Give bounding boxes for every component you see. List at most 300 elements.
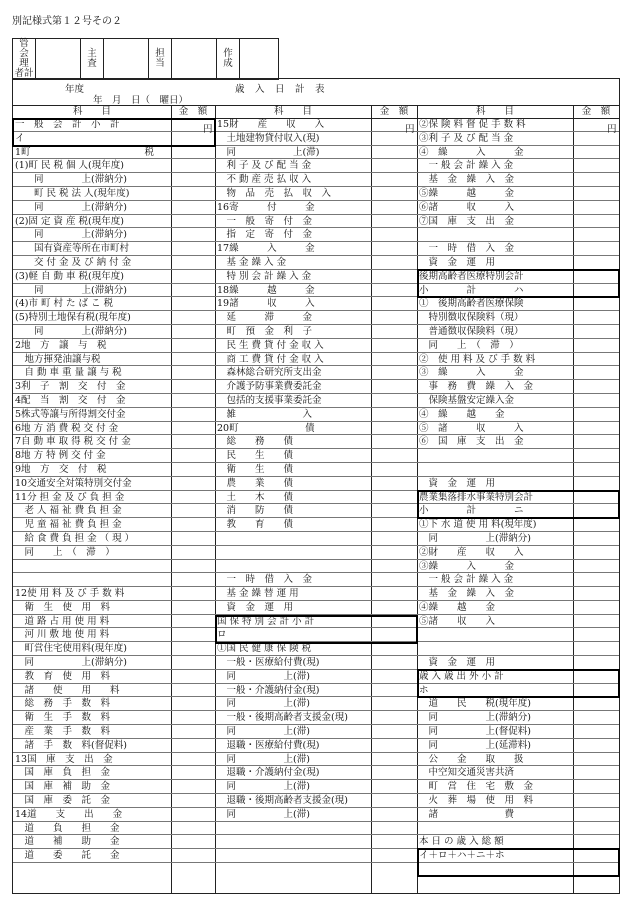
subject-row: ⑥諸 収 入 bbox=[417, 201, 573, 215]
col2-kingaku-header: 金 額 bbox=[371, 105, 417, 119]
amount-cell[interactable] bbox=[171, 587, 215, 601]
amount-cell[interactable] bbox=[171, 256, 215, 270]
subject-row: 基 金 繰 入 金 bbox=[417, 587, 573, 601]
subject-row: ①下 水 道 使 用 料(現年度) bbox=[417, 518, 573, 532]
amount-cell[interactable] bbox=[171, 504, 215, 518]
amount-cell[interactable] bbox=[573, 187, 619, 201]
amount-cell[interactable] bbox=[171, 711, 215, 725]
amount-cell[interactable] bbox=[171, 228, 215, 242]
subject-row bbox=[215, 532, 371, 546]
amount-cell[interactable] bbox=[573, 642, 619, 656]
subject-row: 不 動 産 売 払 収 入 bbox=[215, 173, 371, 187]
amount-cell[interactable] bbox=[171, 173, 215, 187]
approval-label-manager: 管 会 理 者計 bbox=[14, 38, 34, 79]
subject-row: 国 庫 補 助 金 bbox=[13, 780, 171, 794]
sheet-header bbox=[13, 79, 619, 106]
amount-cell[interactable] bbox=[371, 366, 417, 380]
subject-row: 1町 税 bbox=[13, 146, 171, 160]
subject-row: 資 金 運 用 bbox=[215, 601, 371, 615]
subject-row: 同 上(滞) bbox=[215, 670, 371, 684]
amount-cell[interactable] bbox=[573, 753, 619, 767]
subject-row: 同 上(滞納分) bbox=[13, 656, 171, 670]
amount-cell[interactable] bbox=[171, 697, 215, 711]
amount-cell[interactable] bbox=[573, 822, 619, 836]
amount-cell[interactable] bbox=[171, 794, 215, 808]
subject-row: 老 人 福 祉 費 負 担 金 bbox=[13, 504, 171, 518]
amount-cell[interactable] bbox=[371, 435, 417, 449]
amount-cell[interactable] bbox=[573, 242, 619, 256]
amount-cell[interactable] bbox=[371, 725, 417, 739]
subject-row: 一 般 寄 付 金 bbox=[215, 215, 371, 229]
amount-cell[interactable] bbox=[371, 311, 417, 325]
approval-stamp-box bbox=[12, 38, 279, 80]
subject-row: 16寄 付 金 bbox=[215, 201, 371, 215]
subject-row: ⑤繰 越 金 bbox=[417, 187, 573, 201]
amount-cell[interactable] bbox=[371, 711, 417, 725]
subject-row: 教 育 使 用 料 bbox=[13, 670, 171, 684]
subject-row: イ＋ロ＋ハ＋ニ＋ホ bbox=[417, 849, 573, 863]
subject-row: 同 上(延滞料) bbox=[417, 739, 573, 753]
amount-cell[interactable] bbox=[171, 739, 215, 753]
subject-row: (4)市 町 村 た ば こ 税 bbox=[13, 297, 171, 311]
subject-row: 農業集落排水事業特別会計 bbox=[417, 491, 573, 505]
subject-row: 6地 方 消 費 税 交 付 金 bbox=[13, 422, 171, 436]
amount-cell[interactable] bbox=[371, 228, 417, 242]
amount-cell[interactable] bbox=[573, 628, 619, 642]
amount-cell[interactable] bbox=[171, 325, 215, 339]
col2-subjects bbox=[215, 118, 371, 863]
amount-cell[interactable] bbox=[371, 587, 417, 601]
amount-cell[interactable] bbox=[371, 325, 417, 339]
subject-row: 同 上(滞) bbox=[215, 697, 371, 711]
subject-row: 資 金 運 用 bbox=[417, 477, 573, 491]
amount-cell[interactable] bbox=[573, 546, 619, 560]
approval-stamp-space[interactable] bbox=[36, 39, 81, 80]
subject-row: 児 童 福 祉 費 負 担 金 bbox=[13, 518, 171, 532]
amount-cell[interactable] bbox=[171, 297, 215, 311]
subject-row: 20町 債 bbox=[215, 422, 371, 436]
amount-cell[interactable] bbox=[371, 173, 417, 187]
subject-row: 道 委 託 金 bbox=[13, 849, 171, 863]
amount-cell[interactable] bbox=[171, 201, 215, 215]
subject-row: 諸 使 用 料 bbox=[13, 684, 171, 698]
amount-cell[interactable] bbox=[171, 435, 215, 449]
amount-cell[interactable] bbox=[371, 477, 417, 491]
col1-amounts bbox=[171, 118, 215, 863]
amount-cell[interactable] bbox=[371, 822, 417, 836]
subject-row: 基 金 繰 入 金 bbox=[417, 173, 573, 187]
amount-cell[interactable] bbox=[371, 670, 417, 684]
amount-cell[interactable] bbox=[371, 794, 417, 808]
amount-cell[interactable] bbox=[573, 228, 619, 242]
subject-row: 同 上(滞納分) bbox=[13, 201, 171, 215]
subject-row: 教 育 債 bbox=[215, 518, 371, 532]
amount-cell[interactable] bbox=[573, 601, 619, 615]
amount-cell[interactable] bbox=[573, 794, 619, 808]
subject-row: ②財 産 収 入 bbox=[417, 546, 573, 560]
subject-row: 介護予防事業費委託金 bbox=[215, 380, 371, 394]
amount-cell[interactable] bbox=[171, 546, 215, 560]
amount-cell[interactable] bbox=[171, 284, 215, 298]
amount-cell[interactable] bbox=[171, 780, 215, 794]
subject-row: ③ 繰 入 金 bbox=[417, 366, 573, 380]
amount-cell[interactable] bbox=[371, 339, 417, 353]
sewage-subtotal-box bbox=[417, 490, 620, 519]
amount-cell[interactable] bbox=[371, 159, 417, 173]
amount-cell[interactable] bbox=[171, 808, 215, 822]
amount-cell[interactable] bbox=[371, 642, 417, 656]
subject-row: ⑥ 国 庫 支 出 金 bbox=[417, 435, 573, 449]
amount-cell[interactable] bbox=[371, 463, 417, 477]
amount-cell[interactable] bbox=[573, 422, 619, 436]
amount-cell[interactable] bbox=[371, 560, 417, 574]
subject-row bbox=[417, 628, 573, 642]
amount-cell[interactable] bbox=[573, 435, 619, 449]
subject-row: 一 般 会 計 繰 入 金 bbox=[417, 573, 573, 587]
amount-cell[interactable] bbox=[573, 311, 619, 325]
amount-cell[interactable] bbox=[171, 628, 215, 642]
amount-cell[interactable] bbox=[573, 256, 619, 270]
amount-cell[interactable] bbox=[371, 146, 417, 160]
subject-row: 13国 庫 支 出 金 bbox=[13, 753, 171, 767]
approval-label-staff: 担 当 bbox=[149, 39, 172, 80]
amount-cell[interactable] bbox=[573, 532, 619, 546]
subject-row: 中空知交通災害共済 bbox=[417, 766, 573, 780]
amount-cell[interactable] bbox=[573, 394, 619, 408]
subject-row: 4配 当 割 交 付 金 bbox=[13, 394, 171, 408]
amount-cell[interactable] bbox=[573, 739, 619, 753]
subject-row: 公 金 取 扱 bbox=[417, 753, 573, 767]
fiscal-year-label: 年度 bbox=[65, 84, 85, 95]
amount-cell[interactable] bbox=[371, 297, 417, 311]
amount-cell[interactable] bbox=[573, 173, 619, 187]
yen-unit: 円 bbox=[405, 124, 415, 135]
subject-row: 町営住宅使用料(現年度) bbox=[13, 642, 171, 656]
amount-cell[interactable] bbox=[573, 366, 619, 380]
amount-cell[interactable] bbox=[371, 270, 417, 284]
subject-row: 同 上(滞) bbox=[215, 808, 371, 822]
amount-cell[interactable] bbox=[171, 146, 215, 160]
subject-row: 商 工 費 貸 付 金 収 入 bbox=[215, 353, 371, 367]
subject-row: 同 上(滞) bbox=[215, 780, 371, 794]
subject-row: 地方揮発油譲与税 bbox=[13, 353, 171, 367]
subject-row: ④ 繰 入 金 bbox=[417, 146, 573, 160]
subject-row: 保険基盤安定繰入金 bbox=[417, 394, 573, 408]
subject-row: 退職・後期高齢者支援金(現) bbox=[215, 794, 371, 808]
subject-row bbox=[417, 228, 573, 242]
subject-row: 衛 生 手 数 料 bbox=[13, 711, 171, 725]
col2-kamoku-header: 科 目 bbox=[215, 105, 371, 119]
subject-row bbox=[417, 822, 573, 836]
amount-cell[interactable] bbox=[171, 560, 215, 574]
amount-cell[interactable] bbox=[573, 215, 619, 229]
subject-row: 歳 入 歳 出 外 小 計 bbox=[417, 670, 573, 684]
amount-cell[interactable] bbox=[171, 366, 215, 380]
amount-cell[interactable] bbox=[171, 422, 215, 436]
amount-cell[interactable] bbox=[573, 808, 619, 822]
subject-row: 国有資産等所在市町村 bbox=[13, 242, 171, 256]
subject-row: 利 子 及 び 配 当 金 bbox=[215, 159, 371, 173]
subject-row bbox=[417, 642, 573, 656]
amount-cell[interactable] bbox=[171, 270, 215, 284]
amount-cell[interactable] bbox=[371, 449, 417, 463]
subject-row: 18繰 越 金 bbox=[215, 284, 371, 298]
yen-unit: 円 bbox=[607, 124, 617, 135]
amount-cell[interactable] bbox=[371, 546, 417, 560]
subject-row: 基 金 繰 入 金 bbox=[215, 256, 371, 270]
subject-row: 普通徴収保険料（現） bbox=[417, 325, 573, 339]
amount-cell[interactable] bbox=[573, 380, 619, 394]
amount-cell[interactable] bbox=[371, 380, 417, 394]
amount-cell[interactable] bbox=[171, 601, 215, 615]
amount-cell[interactable] bbox=[573, 353, 619, 367]
amount-cell[interactable] bbox=[573, 711, 619, 725]
subject-row bbox=[417, 463, 573, 477]
amount-cell[interactable] bbox=[171, 311, 215, 325]
subject-row: 国 庫 負 担 金 bbox=[13, 766, 171, 780]
subject-row: 同 上(滞納分) bbox=[13, 173, 171, 187]
subject-row: 道 負 担 金 bbox=[13, 822, 171, 836]
amount-cell[interactable] bbox=[573, 325, 619, 339]
amount-cell[interactable] bbox=[371, 256, 417, 270]
subject-row: 河 川 敷 地 使 用 料 bbox=[13, 628, 171, 642]
subject-row: 一般・介護納付金(現) bbox=[215, 684, 371, 698]
subject-row: 町 預 金 利 子 bbox=[215, 325, 371, 339]
subject-row: 交 付 金 及 び 納 付 金 bbox=[13, 256, 171, 270]
elderly-subtotal-box bbox=[417, 269, 620, 298]
amount-cell[interactable] bbox=[371, 491, 417, 505]
amount-cell[interactable] bbox=[573, 587, 619, 601]
subject-row: 10交通安全対策特別交付金 bbox=[13, 477, 171, 491]
amount-cell[interactable] bbox=[371, 215, 417, 229]
amount-cell[interactable] bbox=[573, 449, 619, 463]
amount-cell[interactable] bbox=[573, 766, 619, 780]
subject-row: 7自 動 車 取 得 税 交 付 金 bbox=[13, 435, 171, 449]
approval-label-author: 作 成 bbox=[217, 39, 240, 80]
amount-cell[interactable] bbox=[171, 532, 215, 546]
approval-stamp-space[interactable] bbox=[172, 39, 217, 80]
amount-cell[interactable] bbox=[171, 684, 215, 698]
amount-cell[interactable] bbox=[371, 201, 417, 215]
amount-cell[interactable] bbox=[371, 187, 417, 201]
col1-subjects bbox=[13, 118, 171, 863]
subject-row: 基 金 繰 替 運 用 bbox=[215, 587, 371, 601]
revenue-daily-sheet bbox=[12, 78, 620, 894]
subject-row: 15財 産 収 入 bbox=[215, 118, 371, 132]
subject-row: 町 民 税 法 人(現年度) bbox=[13, 187, 171, 201]
subject-row: 国 保 特 別 会 計 小 計 bbox=[215, 615, 371, 629]
subject-row: イ bbox=[13, 132, 171, 146]
subject-row: 特別徴収保険料（現） bbox=[417, 311, 573, 325]
subject-row: 同 上(滞納分) bbox=[13, 325, 171, 339]
amount-cell[interactable] bbox=[573, 146, 619, 160]
subject-row: 道 路 占 用 使 用 料 bbox=[13, 615, 171, 629]
amount-cell[interactable] bbox=[171, 449, 215, 463]
subject-row: 5株式等譲与所得割交付金 bbox=[13, 408, 171, 422]
amount-cell[interactable] bbox=[573, 477, 619, 491]
subject-row: ロ bbox=[215, 628, 371, 642]
subject-row: 同 上(督促料) bbox=[417, 725, 573, 739]
yen-unit: 円 bbox=[203, 124, 213, 135]
amount-cell[interactable] bbox=[371, 656, 417, 670]
subject-row: 8地 方 特 例 交 付 金 bbox=[13, 449, 171, 463]
subject-row: 本 日 の 歳 入 総 額 bbox=[417, 835, 573, 849]
amount-cell[interactable] bbox=[171, 656, 215, 670]
subject-row: 同 上(滞) bbox=[215, 725, 371, 739]
amount-cell[interactable] bbox=[371, 532, 417, 546]
amount-cell[interactable] bbox=[371, 753, 417, 767]
subject-row: 一般・後期高齢者支援金(現) bbox=[215, 711, 371, 725]
amount-cell[interactable] bbox=[573, 297, 619, 311]
subject-row: 同 上 （ 滞 ） bbox=[13, 546, 171, 560]
amount-cell[interactable] bbox=[573, 780, 619, 794]
form-title: 別記様式第１２号その２ bbox=[12, 16, 122, 27]
amount-cell[interactable] bbox=[371, 394, 417, 408]
amount-cell[interactable] bbox=[171, 491, 215, 505]
amount-cell[interactable] bbox=[171, 670, 215, 684]
amount-cell[interactable] bbox=[371, 601, 417, 615]
subject-row: 物 品 売 払 収 入 bbox=[215, 187, 371, 201]
amount-cell[interactable] bbox=[171, 463, 215, 477]
subject-row: 一般・医療給付費(現) bbox=[215, 656, 371, 670]
amount-cell[interactable] bbox=[371, 835, 417, 849]
amount-cell[interactable] bbox=[573, 159, 619, 173]
subject-row: 退職・医療給付費(現) bbox=[215, 739, 371, 753]
col2-amounts bbox=[371, 118, 417, 863]
amount-cell[interactable] bbox=[171, 766, 215, 780]
amount-cell[interactable] bbox=[171, 849, 215, 863]
amount-cell[interactable] bbox=[371, 766, 417, 780]
subject-row: 包括的支援事業委託金 bbox=[215, 394, 371, 408]
amount-cell[interactable] bbox=[573, 518, 619, 532]
subject-row: 町 営 住 宅 敷 金 bbox=[417, 780, 573, 794]
subject-row: ② 使 用 料 及 び 手 数 料 bbox=[417, 353, 573, 367]
amount-cell[interactable] bbox=[171, 477, 215, 491]
subject-row: ⑤諸 収 入 bbox=[417, 615, 573, 629]
subject-row: 土地建物貸付収入(現) bbox=[215, 132, 371, 146]
subject-row: (2)固 定 資 産 税(現年度) bbox=[13, 215, 171, 229]
amount-cell[interactable] bbox=[573, 408, 619, 422]
subject-row: 同 上(滞納分) bbox=[13, 284, 171, 298]
amount-cell[interactable] bbox=[171, 339, 215, 353]
amount-cell[interactable] bbox=[171, 242, 215, 256]
subject-row: ⑦国 庫 支 出 金 bbox=[417, 215, 573, 229]
amount-cell[interactable] bbox=[573, 697, 619, 711]
subject-row: 2地 方 譲 与 税 bbox=[13, 339, 171, 353]
subject-row: 12使 用 料 及 び 手 数 料 bbox=[13, 587, 171, 601]
subject-row: 同 上(滞納分) bbox=[417, 532, 573, 546]
amount-cell[interactable] bbox=[371, 518, 417, 532]
sheet-title: 歳 入 日 計 表 bbox=[235, 84, 326, 95]
amount-cell[interactable] bbox=[371, 353, 417, 367]
amount-cell[interactable] bbox=[573, 463, 619, 477]
subject-row: (3)軽 自 動 車 税(現年度) bbox=[13, 270, 171, 284]
col1-kamoku-header: 科 目 bbox=[13, 105, 171, 119]
subject-row: 消 防 債 bbox=[215, 504, 371, 518]
subject-row: ①国 民 健 康 保 険 税 bbox=[215, 642, 371, 656]
amount-cell[interactable] bbox=[371, 780, 417, 794]
subject-row: 事 務 費 繰 入 金 bbox=[417, 380, 573, 394]
amount-cell[interactable] bbox=[573, 615, 619, 629]
amount-cell[interactable] bbox=[371, 808, 417, 822]
amount-cell[interactable] bbox=[371, 242, 417, 256]
subject-row bbox=[215, 835, 371, 849]
subject-row: 資 金 運 用 bbox=[417, 656, 573, 670]
amount-cell[interactable] bbox=[371, 408, 417, 422]
amount-cell[interactable] bbox=[171, 187, 215, 201]
amount-cell[interactable] bbox=[171, 753, 215, 767]
subject-row: 諸 費 bbox=[417, 808, 573, 822]
amount-cell[interactable] bbox=[573, 339, 619, 353]
amount-cell[interactable] bbox=[171, 159, 215, 173]
subject-row: 農 業 債 bbox=[215, 477, 371, 491]
amount-cell[interactable] bbox=[371, 573, 417, 587]
amount-cell[interactable] bbox=[573, 725, 619, 739]
amount-cell[interactable] bbox=[171, 835, 215, 849]
amount-cell[interactable] bbox=[371, 504, 417, 518]
subject-row: 14道 支 出 金 bbox=[13, 808, 171, 822]
approval-stamp-space[interactable] bbox=[240, 39, 279, 80]
amount-cell[interactable] bbox=[573, 656, 619, 670]
subject-row bbox=[215, 822, 371, 836]
amount-cell[interactable] bbox=[171, 353, 215, 367]
subject-row bbox=[215, 560, 371, 574]
subject-row: 自 動 車 重 量 譲 与 税 bbox=[13, 366, 171, 380]
amount-cell[interactable] bbox=[371, 422, 417, 436]
subject-row bbox=[13, 573, 171, 587]
subject-row: ③繰 入 金 bbox=[417, 560, 573, 574]
amount-cell[interactable] bbox=[171, 725, 215, 739]
amount-cell[interactable] bbox=[171, 615, 215, 629]
subject-row: 後期高齢者医療特別会計 bbox=[417, 270, 573, 284]
amount-cell[interactable] bbox=[171, 642, 215, 656]
subject-row: 指 定 寄 付 金 bbox=[215, 228, 371, 242]
subject-row: 総 務 手 数 料 bbox=[13, 697, 171, 711]
subject-row: 17繰 入 金 bbox=[215, 242, 371, 256]
amount-cell[interactable] bbox=[171, 215, 215, 229]
subject-row: 一 時 借 入 金 bbox=[215, 573, 371, 587]
amount-cell[interactable] bbox=[371, 684, 417, 698]
subject-row: 同 上(滞納分) bbox=[13, 228, 171, 242]
subject-row: 同 上(滞納分) bbox=[417, 711, 573, 725]
amount-cell[interactable] bbox=[171, 573, 215, 587]
amount-cell[interactable] bbox=[171, 518, 215, 532]
amount-cell[interactable] bbox=[171, 408, 215, 422]
amount-cell[interactable] bbox=[171, 394, 215, 408]
date-label: 年 月 日（ 曜日） bbox=[93, 95, 189, 106]
subject-row: 衛 生 使 用 料 bbox=[13, 601, 171, 615]
subject-row: 一 般 会 計 小 計 bbox=[13, 118, 171, 132]
subject-row: 資 金 運 用 bbox=[417, 256, 573, 270]
amount-cell[interactable] bbox=[573, 201, 619, 215]
subject-row: 19諸 収 入 bbox=[215, 297, 371, 311]
amount-cell[interactable] bbox=[573, 573, 619, 587]
amount-cell[interactable] bbox=[371, 849, 417, 863]
subject-row: 給 食 費 負 担 金 （ 現 ） bbox=[13, 532, 171, 546]
subject-row bbox=[13, 560, 171, 574]
amount-cell[interactable] bbox=[371, 739, 417, 753]
amount-cell[interactable] bbox=[171, 822, 215, 836]
subject-row: 衛 生 債 bbox=[215, 463, 371, 477]
subject-row: ④ 繰 越 金 bbox=[417, 408, 573, 422]
approval-stamp-space[interactable] bbox=[104, 39, 149, 80]
amount-cell[interactable] bbox=[371, 284, 417, 298]
amount-cell[interactable] bbox=[171, 380, 215, 394]
amount-cell[interactable] bbox=[371, 697, 417, 711]
amount-cell[interactable] bbox=[573, 560, 619, 574]
subject-row: (1)町 民 税 個 人(現年度) bbox=[13, 159, 171, 173]
col1-kingaku-header: 金 額 bbox=[171, 105, 215, 119]
